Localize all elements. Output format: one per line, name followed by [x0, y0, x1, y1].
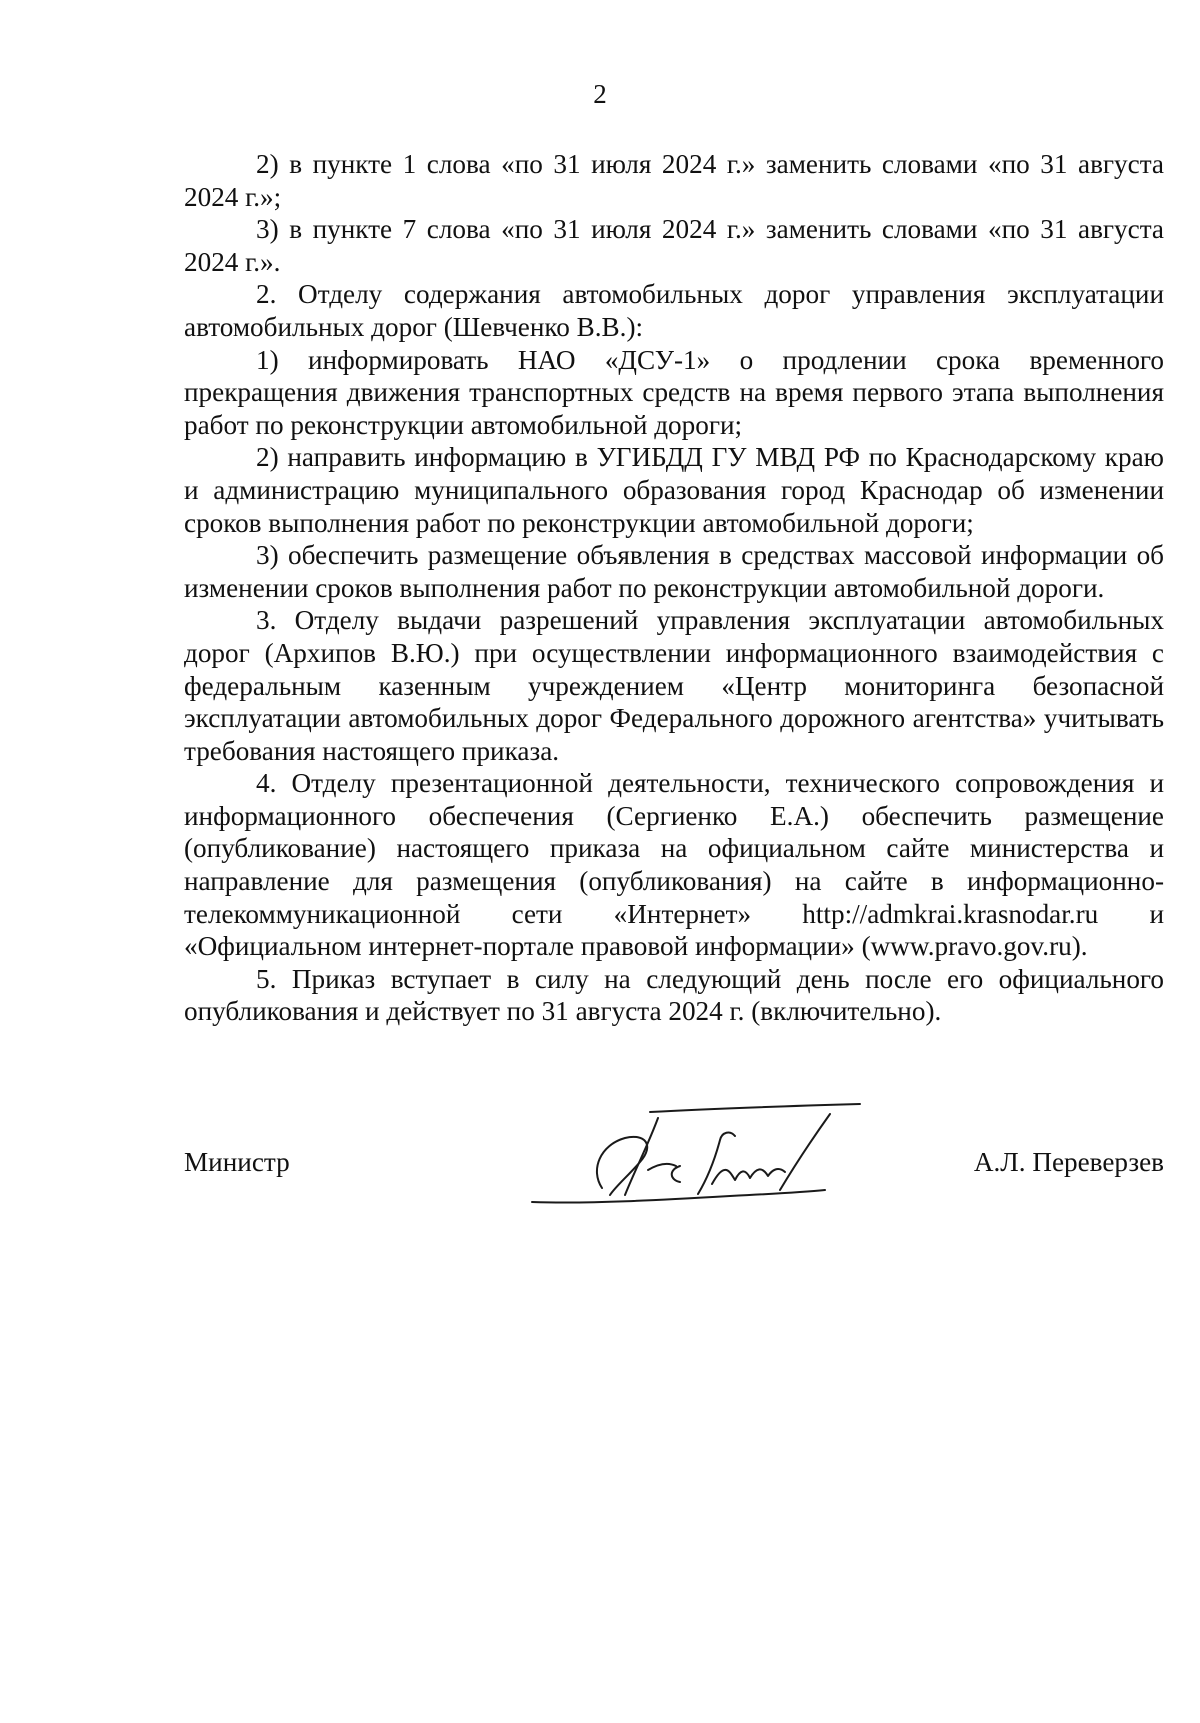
paragraph-4: 1) информировать НАО «ДСУ-1» о продлении срока временного прекращения движения транспортных средств на время первого этапа выполнения работ по реконструкции автомобильной дороги;: [184, 344, 1164, 440]
signatory-position: Министр: [184, 1147, 290, 1177]
paragraph-1: 2) в пункте 1 слова «по 31 июля 2024 г.» заменить словами «по 31 августа 2024 г.»;: [184, 149, 1164, 212]
paragraph-6: 3) обеспечить размещение объявления в средствах массовой информации об изменении сроков выполнения работ по реконструкции автомобильной дороги.: [184, 540, 1164, 603]
paragraph-2: 3) в пункте 7 слова «по 31 июля 2024 г.» заменить словами «по 31 августа 2024 г.».: [184, 214, 1164, 277]
paragraph-9: 5. Приказ вступает в силу на следующий день после его официального опубликования и действует по 31 августа 2024 г. (включительно).: [184, 963, 1164, 1027]
signatory-name: А.Л. Переверзев: [973, 1147, 1164, 1177]
paragraph-7: 3. Отделу выдачи разрешений управления эксплуатации автомобильных дорог (Архипов В.Ю.) при осуществлении информационного взаимодействия с федеральным казенным учреждением «Центр мониторинга безопасной эксплуатации автомобильных дорог Федерального дорожного агентства» учитывать требования настоящего приказа.: [184, 605, 1164, 766]
document-body: [184, 148, 1164, 1028]
signature-block: [184, 1140, 1164, 1230]
paragraph-3: 2. Отделу содержания автомобильных дорог управления эксплуатации автомобильных дорог (Шевченко В.В.):: [184, 279, 1164, 342]
handwritten-signature: [530, 1100, 870, 1210]
paragraph-8: 4. Отделу презентационной деятельности, технического сопровождения и информационного обеспечения (Сергиенко Е.А.) обеспечить размещение (опубликование) настоящего приказа на официальном сайте министерства и направление для размещения (опубликования) на сайте в информационно-телекоммуникационной сети «Интернет» http://admkrai.krasnodar.ru и «Официальном интернет-портале правовой информации» (www.pravo.gov.ru).: [184, 768, 1164, 962]
page-number: 2: [593, 79, 607, 109]
paragraph-5: 2) направить информацию в УГИБДД ГУ МВД РФ по Краснодарскому краю и администрацию муниципального образования город Краснодар об изменении сроков выполнения работ по реконструкции автомобильной дороги;: [184, 442, 1164, 538]
